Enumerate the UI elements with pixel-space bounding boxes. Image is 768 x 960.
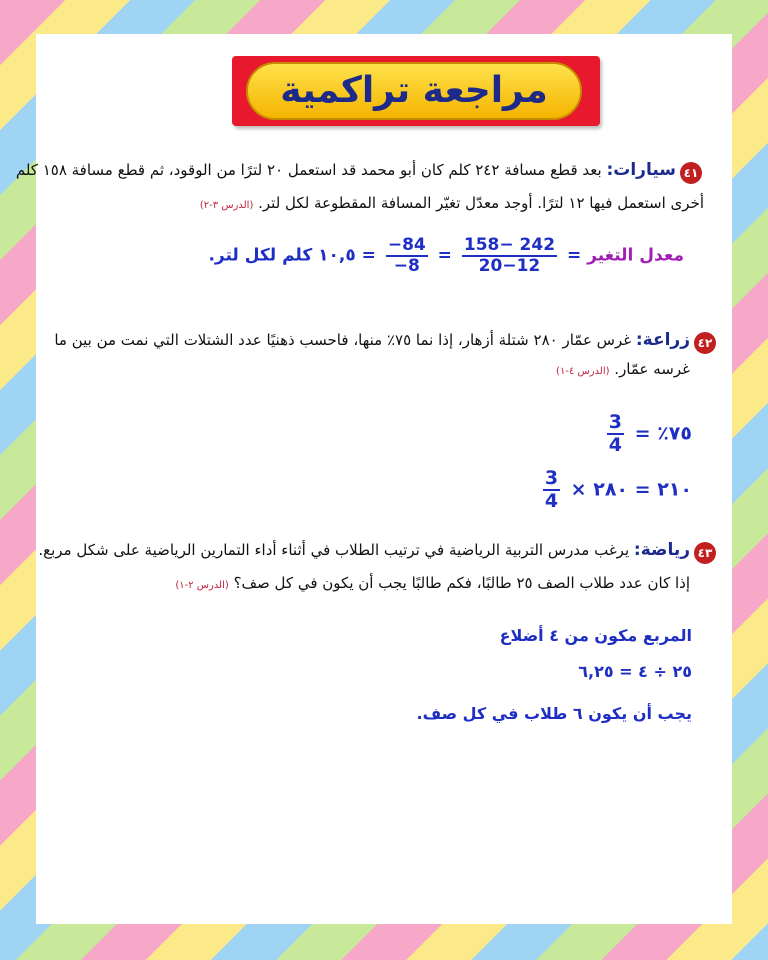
- q42-step1-fraction: [607, 412, 624, 456]
- q41-line1: [16, 160, 676, 180]
- q41-fraction-1: [462, 236, 557, 275]
- question-number-42: ٤٢: [694, 332, 716, 354]
- q43-lesson-ref: (الدرس ٢-١): [175, 580, 229, 591]
- page-title: مراجعة تراكمية: [280, 70, 548, 111]
- question-number-41: ٤١: [680, 162, 702, 184]
- q43-keyword: رياضة:: [633, 540, 690, 560]
- q42-step2: ٢١٠ = ٢٨٠ × $\frac{3}{4}$: [544, 467, 692, 512]
- q41-keyword: سيارات:: [606, 160, 676, 180]
- title-banner: [232, 52, 600, 134]
- q42-step2-fraction: [543, 468, 560, 512]
- q41-answer: معدل التغير = $\frac{242 -158}{20-12}$ = $\frac{84-}{8-}$ = ١٠,٥ كلم لكل لتر.: [208, 235, 684, 276]
- q41-fraction-2: [386, 236, 428, 275]
- q43-text2: إذا كان عدد طلاب الصف ٢٥ طالبًا، فكم طالبًا يجب أن يكون في كل صف؟: [233, 574, 690, 592]
- q43-line1: [38, 540, 690, 560]
- q42-lesson-ref: (الدرس ٤-١): [556, 366, 610, 377]
- q43-line2: [175, 574, 690, 592]
- q41-text1: بعد قطع مسافة ٢٤٢ كلم كان أبو محمد قد استعمل ٢٠ لترًا من الوقود، ثم قطع مسافة ١٥٨ كلم: [15, 161, 602, 179]
- q42-step1-percent: ٧٥٪: [657, 422, 692, 445]
- q43-text1: يرغب مدرس التربية الرياضية في ترتيب الطلاب في أثناء أداء التمارين الرياضية على شكل مربع.: [38, 541, 630, 559]
- question-number-43: ٤٣: [694, 542, 716, 564]
- q41-fraction-2-numerator: 84−: [387, 235, 426, 255]
- q42-step2-mid: ٢٨٠: [593, 478, 629, 501]
- q42-step1-denominator: 4: [608, 433, 623, 456]
- q42-line2: [556, 360, 690, 378]
- q42-text2: غرسه عمّار.: [614, 360, 690, 378]
- q41-line2: [200, 194, 704, 212]
- q42-step1-numerator: 3: [608, 411, 623, 433]
- q41-fraction-1-numerator: 242 −158: [463, 235, 556, 255]
- q43-answer-line1: المربع مكون من ٤ أضلاع: [499, 626, 692, 645]
- q41-fraction-1-denominator: 20−12: [478, 255, 541, 276]
- q42-step1: ٧٥٪ = $\frac{3}{4}$: [608, 411, 692, 456]
- q43-answer-line2: ٢٥ ÷ ٤ = ٦,٢٥: [578, 662, 692, 681]
- q41-fraction-2-denominator: 8−: [393, 255, 420, 276]
- q43-answer-line3: يجب أن يكون ٦ طلاب في كل صف.: [416, 704, 692, 723]
- q42-step2-result: ٢١٠: [657, 478, 692, 501]
- q41-text2: أخرى استعمل فيها ١٢ لترًا. أوجد معدّل تغيّر المسافة المقطوعة لكل لتر.: [258, 194, 704, 212]
- q41-answer-label: معدل التغير: [587, 245, 684, 266]
- q41-lesson-ref: (الدرس ٣-٢): [199, 200, 254, 211]
- q42-text1: غرس عمّار ٢٨٠ شتلة أزهار، إذا نما ٧٥٪ منها، فاحسب ذهنيًا عدد الشتلات التي نمت من بين ما: [54, 331, 632, 349]
- q42-step2-denominator: 4: [544, 489, 559, 512]
- q42-step2-numerator: 3: [544, 467, 559, 489]
- q41-result: ١٠,٥ كلم لكل لتر.: [208, 245, 356, 266]
- q42-keyword: زراعة:: [635, 330, 690, 350]
- q42-line1: [54, 330, 690, 350]
